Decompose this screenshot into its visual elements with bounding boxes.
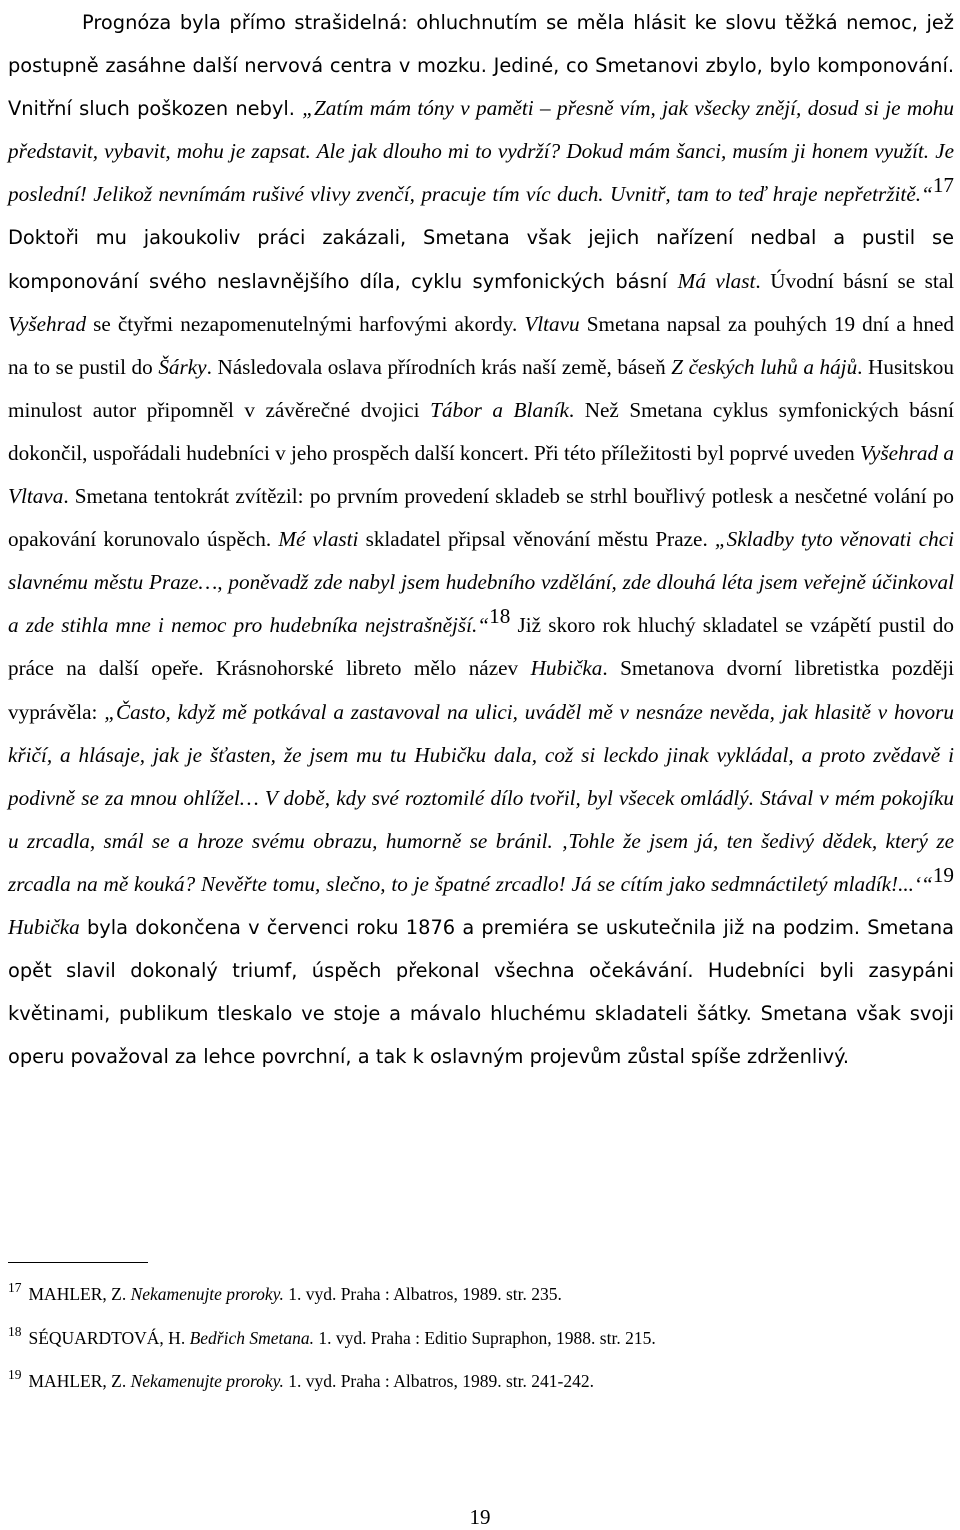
document-page xyxy=(8,0,954,1530)
page-number: 19 xyxy=(469,1505,491,1529)
italic-text-segment: Šárky xyxy=(158,354,207,379)
italic-text-segment: Tábor a Blaník xyxy=(430,397,569,422)
footnote-separator xyxy=(8,1262,148,1263)
italic-text-segment: Hubička xyxy=(8,914,80,939)
italic-text-segment: Z českých luhů a hájů xyxy=(671,354,858,379)
footnote xyxy=(8,1317,954,1361)
text-segment: Doktoři mu jakoukoliv práci zakázali, Smetana však jejich nařízení nedbal a pustil se komponování svého neslavnějšího díla, cyklu symfonických básní xyxy=(8,226,954,293)
footnote-author: MAHLER, Z. xyxy=(28,1284,127,1304)
text-segment: byla dokončena v červenci roku 1876 a premiéra se uskutečnila již na podzim. Smetana opět slavil dokonalý triumf, úspěch překonal všechna očekávání. Hudebníci byli zasypáni květinami, publikum tleskalo ve stoje a mávalo hluchému skladateli šátky. Smetana však svoji operu považoval za lehce povrchní, a tak k oslavným projevům zůstal spíše zdrženlivý. xyxy=(8,915,954,1069)
footnote-author: SÉQUARDTOVÁ, H. xyxy=(28,1327,186,1348)
footnote-number: 18 xyxy=(8,1323,22,1339)
text-segment: . Úvodní básní se stal xyxy=(755,268,955,293)
text-segment: . Smetanova dvorní libretistka později vyprávěla: xyxy=(8,656,954,724)
text-segment: Smetana napsal za pouhých 19 dní a hned na to se pustil do xyxy=(8,311,954,379)
italic-text-segment: „Často, když mě potkával a zastavoval na ulici, uváděl mě v nesnáze nevěda, jak hlasitě v hovoru křičí, a hlásaje, jak je šťasten, že jsem mu tu Hubičku dala, což si leckdo jinak vykládal, a proto zvědavě i podivně se za mnou ohlížel… V době, kdy své roztomilé dílo tvořil, byl všecek omládlý. Stával v mém pokojíku u zrcadla, smál se a hroze svému obrazu, humorně se bránil. ‚Tohle že jsem já, ten šedivý dědek, který ze zrcadla na mě kouká? Nevěřte tomu, slečno, to je špatné zrcadlo! Já se cítím jako sedmnáctiletý mladík!...‘“ xyxy=(8,699,954,896)
footnote xyxy=(8,1273,954,1317)
footnote-author: MAHLER, Z. xyxy=(28,1371,127,1391)
footnote-reference[interactable]: 17 xyxy=(932,173,954,198)
footnote xyxy=(8,1360,954,1404)
body-paragraph xyxy=(8,0,954,1078)
footnote-number: 19 xyxy=(8,1367,22,1382)
italic-text-segment: Mé vlasti xyxy=(278,527,359,552)
footnote-reference[interactable]: 18 xyxy=(489,604,511,629)
text-segment: Prognóza byla přímo strašidelná: ohluchnutím se měla hlásit ke slovu těžká nemoc, jež postupně zasáhne další nervová centra v mozku. Jediné, co Smetanovi zbylo, bylo komponování. Vnitřní sluch poškozen nebyl. xyxy=(8,11,954,121)
footnote-publication: 1. vyd. Praha : Albatros, 1989. str. 241-242. xyxy=(288,1371,594,1391)
footnote-reference[interactable]: 19 xyxy=(932,862,954,887)
italic-text-segment: Vltavu xyxy=(524,311,580,336)
footnote-title: Nekamenujte proroky. xyxy=(130,1284,284,1304)
footnote-list xyxy=(8,1273,954,1404)
footnote-title: Bedřich Smetana. xyxy=(189,1327,314,1348)
italic-text-segment: Má vlast xyxy=(677,268,756,293)
footnote-publication: 1. vyd. Praha : Albatros, 1989. str. 235. xyxy=(288,1284,562,1304)
text-segment: . Než Smetana cyklus symfonických básní dokončil, uspořádali hudebníci v jeho prospěch další koncert. Při této příležitosti byl poprvé uveden xyxy=(8,397,954,465)
footnote-title: Nekamenujte proroky. xyxy=(130,1371,284,1391)
italic-text-segment: „Zatím mám tóny v paměti – přesně vím, jak všecky znějí, dosud si je mohu představit, vybavit, mohu je zapsat. Ale jak dlouho mi to vydrží? Dokud mám šanci, musím ji honem využít. Je poslední! Jelikož nevnímám rušivé vlivy zvenčí, pracuje tím víc duch. Uvnitř, tam to teď hraje nepřetržitě.“ xyxy=(8,96,954,207)
footnote-publication: 1. vyd. Praha : Editio Supraphon, 1988. str. 215. xyxy=(318,1327,656,1348)
italic-text-segment: Vyšehrad xyxy=(8,311,87,336)
text-segment: skladatel připsal věnování městu Praze. xyxy=(358,527,715,552)
text-segment: . Následovala oslava přírodních krás naší země, báseň xyxy=(206,354,672,379)
text-segment: . Smetana tentokrát zvítězil: po prvním provedení skladeb se strhl bouřlivý potlesk a nesčetné volání po opakování korunovalo úspěch. xyxy=(8,484,954,552)
text-segment: se čtyřmi nezapomenutelnými harfovými akordy. xyxy=(86,311,525,336)
italic-text-segment: „Skladby tyto věnovati chci slavnému městu Praze…, poněvadž zde nabyl jsem hudebního vzdělání, zde dlouhá léta jsem veřejně účinkoval a zde stihla mne i nemoc pro hudebníka nejstrašnější.“ xyxy=(8,527,954,638)
italic-text-segment: Hubička xyxy=(530,656,603,681)
text-segment: . Husitskou minulost autor připomněl v závěrečné dvojici xyxy=(8,354,954,422)
text-segment: Již skoro rok hluchý skladatel se vzápětí pustil do práce na další opeře. Krásnohorské libreto mělo název xyxy=(8,613,954,681)
footnote-number: 17 xyxy=(8,1280,22,1295)
italic-text-segment: Vyšehrad a Vltava xyxy=(8,440,954,509)
